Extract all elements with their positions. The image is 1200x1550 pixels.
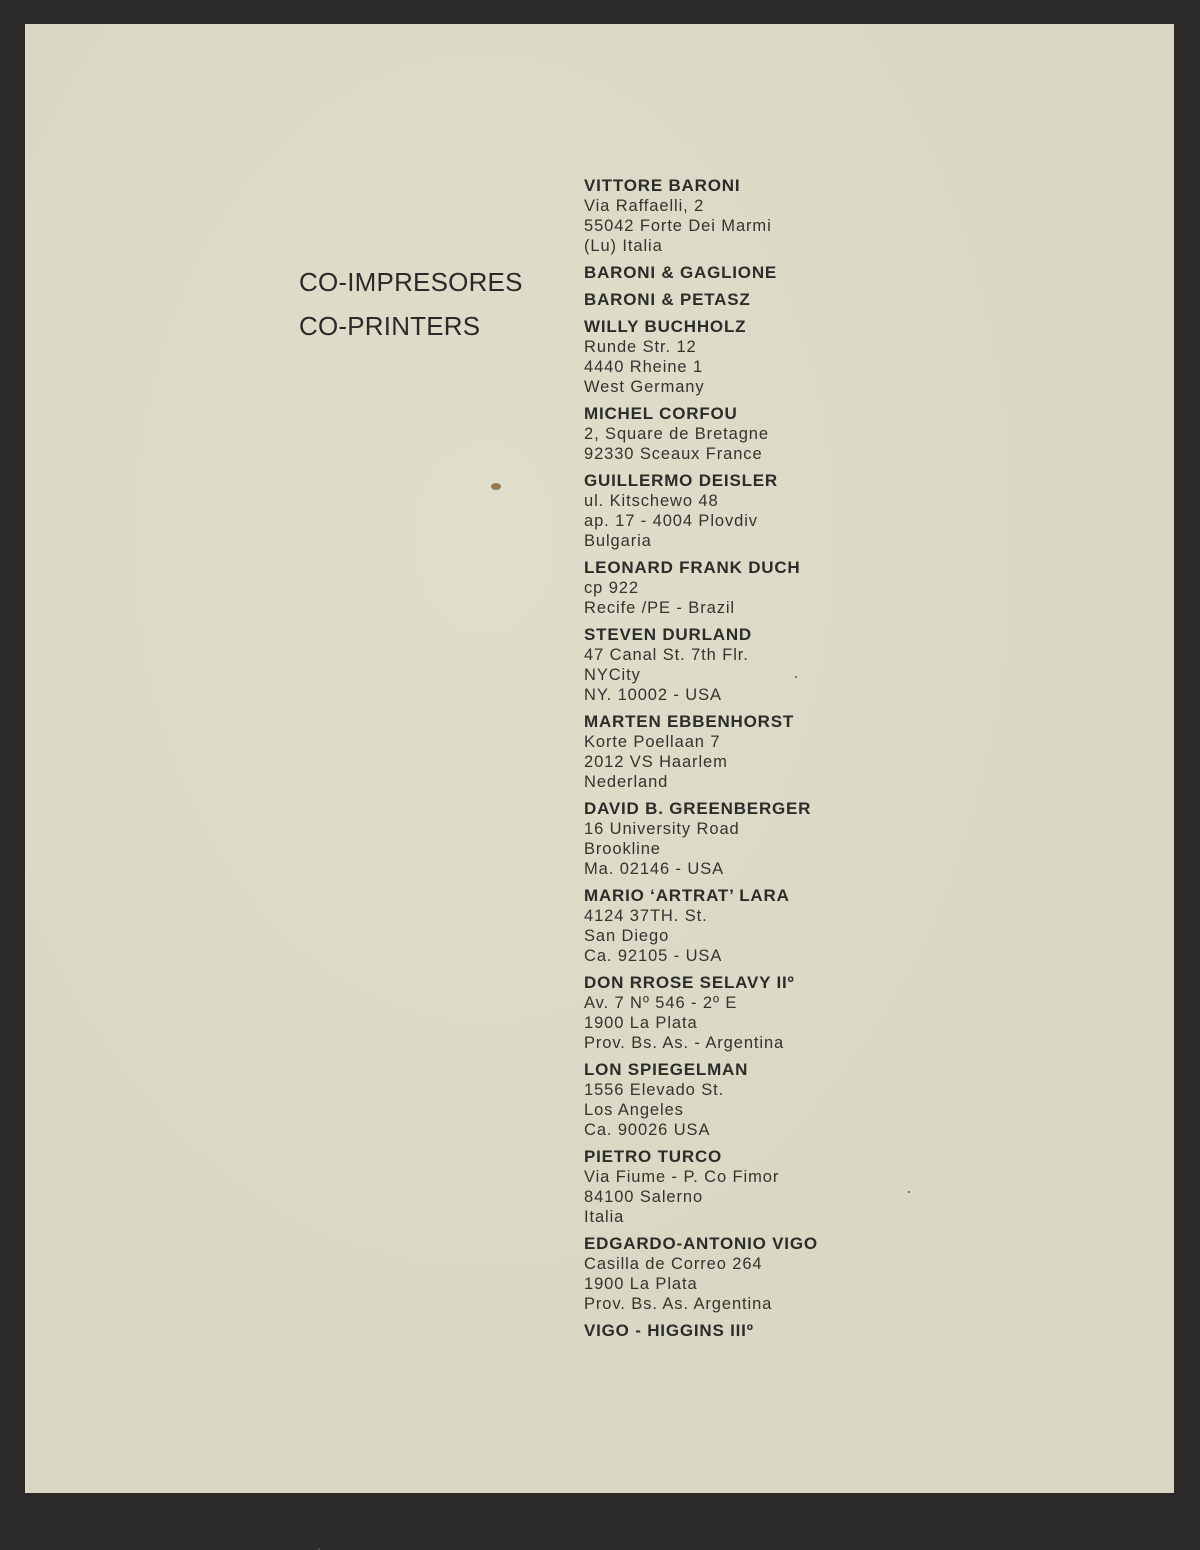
printer-name: BARONI & GAGLIONE xyxy=(584,263,778,282)
printer-name: VITTORE BARONI xyxy=(584,176,741,195)
paper-speck xyxy=(908,1191,910,1193)
address-line: ap. 17 - 4004 Plovdiv xyxy=(584,512,758,530)
address-line: Korte Poellaan 7 xyxy=(584,733,721,751)
list-item xyxy=(584,1060,884,1140)
address-line: 84100 Salerno xyxy=(584,1188,704,1206)
printer-name: GUILLERMO DEISLER xyxy=(584,471,778,490)
list-item xyxy=(584,404,884,464)
printer-name: LON SPIEGELMAN xyxy=(584,1060,749,1079)
address-line: 1900 La Plata xyxy=(584,1275,698,1293)
address-line: San Diego xyxy=(584,927,670,945)
list-item xyxy=(584,1321,884,1341)
address-line: 4440 Rheine 1 xyxy=(584,358,704,376)
list-item xyxy=(584,290,884,310)
address-line: Casilla de Correo 264 xyxy=(584,1255,763,1273)
co-printer-list xyxy=(584,176,884,1341)
address-line: 16 University Road xyxy=(584,820,740,838)
address-line: 4124 37TH. St. xyxy=(584,907,708,925)
address-line: Brookline xyxy=(584,840,661,858)
address-line: Ca. 92105 - USA xyxy=(584,947,723,965)
list-item xyxy=(584,176,884,256)
printer-name: MARIO ‘ARTRAT’ LARA xyxy=(584,886,790,905)
address-line: 1556 Elevado St. xyxy=(584,1081,725,1099)
address-line: Ma. 02146 - USA xyxy=(584,860,725,878)
paper-stain xyxy=(491,483,501,490)
address-line: Recife /PE - Brazil xyxy=(584,599,735,617)
address-line: 47 Canal St. 7th Flr. xyxy=(584,646,749,664)
address-line: 55042 Forte Dei Marmi xyxy=(584,217,772,235)
printer-name: WILLY BUCHHOLZ xyxy=(584,317,747,336)
address-line: Via Raffaelli, 2 xyxy=(584,197,705,215)
address-line: Av. 7 Nº 546 - 2º E xyxy=(584,994,738,1012)
printer-name: VIGO - HIGGINS IIIº xyxy=(584,1321,754,1340)
list-item xyxy=(584,973,884,1053)
address-line: NY. 10002 - USA xyxy=(584,686,722,704)
address-line: (Lu) Italia xyxy=(584,237,663,255)
list-item xyxy=(584,712,884,792)
address-line: West Germany xyxy=(584,378,705,396)
list-item xyxy=(584,558,884,618)
printer-name: EDGARDO-ANTONIO VIGO xyxy=(584,1234,818,1253)
address-line: Runde Str. 12 xyxy=(584,338,697,356)
address-line: Via Fiume - P. Co Fimor xyxy=(584,1168,780,1186)
heading xyxy=(299,260,523,348)
address-line: Italia xyxy=(584,1208,625,1226)
list-item xyxy=(584,263,884,283)
printer-name: DAVID B. GREENBERGER xyxy=(584,799,812,818)
printer-name: MICHEL CORFOU xyxy=(584,404,738,423)
printer-name: MARTEN EBBENHORST xyxy=(584,712,795,731)
paper-sheet xyxy=(25,24,1174,1493)
list-item xyxy=(584,886,884,966)
printer-name: LEONARD FRANK DUCH xyxy=(584,558,801,577)
address-line: 1900 La Plata xyxy=(584,1014,698,1032)
address-line: Prov. Bs. As. Argentina xyxy=(584,1295,773,1313)
address-line: 92330 Sceaux France xyxy=(584,445,763,463)
printer-name: BARONI & PETASZ xyxy=(584,290,751,309)
address-line: Bulgaria xyxy=(584,532,652,550)
heading-spanish: CO-IMPRESORES xyxy=(299,267,523,297)
list-item xyxy=(584,471,884,551)
address-line: Prov. Bs. As. - Argentina xyxy=(584,1034,785,1052)
printer-name: PIETRO TURCO xyxy=(584,1147,723,1166)
printer-name: DON RROSE SELAVY IIº xyxy=(584,973,795,992)
address-line: ul. Kitschewo 48 xyxy=(584,492,719,510)
address-line: NYCity xyxy=(584,666,641,684)
list-item xyxy=(584,1234,884,1314)
address-line: Nederland xyxy=(584,773,669,791)
list-item xyxy=(584,799,884,879)
heading-english: CO-PRINTERS xyxy=(299,311,481,341)
address-line: 2, Square de Bretagne xyxy=(584,425,769,443)
address-line: 2012 VS Haarlem xyxy=(584,753,728,771)
printer-name: STEVEN DURLAND xyxy=(584,625,752,644)
list-item xyxy=(584,1147,884,1227)
list-item xyxy=(584,317,884,397)
address-line: Ca. 90026 USA xyxy=(584,1121,711,1139)
address-line: cp 922 xyxy=(584,579,639,597)
list-item xyxy=(584,625,884,705)
address-line: Los Angeles xyxy=(584,1101,684,1119)
